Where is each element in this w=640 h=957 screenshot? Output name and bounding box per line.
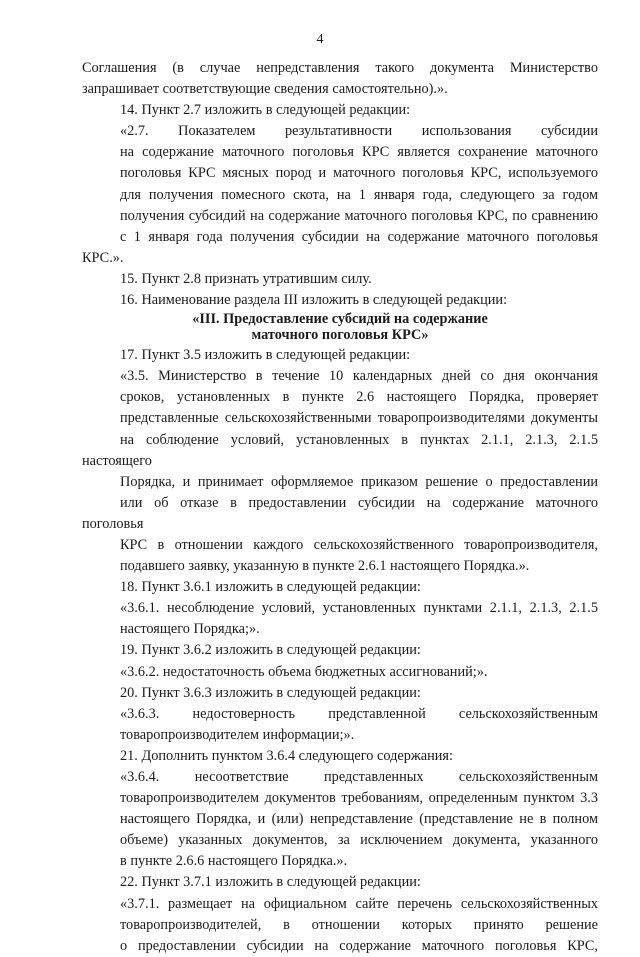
paragraph bbox=[82, 746, 598, 767]
paragraph bbox=[82, 290, 598, 311]
text-line: 21. Дополнить пунктом 3.6.4 следующего содержания: bbox=[120, 747, 453, 764]
text-line: 20. Пункт 3.6.3 изложить в следующей редакции: bbox=[120, 684, 421, 701]
text-line: товаропроизводителем документов требованиям, определенным пунктом 3.3 bbox=[120, 790, 598, 807]
text-line: или об отказе в предоставлении субсидии на содержание маточного поголовья bbox=[82, 494, 598, 532]
text-line: товаропроизводителем информации;». bbox=[120, 726, 355, 743]
paragraph bbox=[82, 598, 598, 640]
paragraph bbox=[82, 366, 598, 577]
document-body bbox=[82, 58, 598, 957]
text-line: «3.7.1. размещает на официальном сайте перечень сельскохозяйственных bbox=[120, 895, 598, 912]
paragraph bbox=[82, 662, 598, 683]
paragraph bbox=[82, 640, 598, 661]
text-line: 22. Пункт 3.7.1 изложить в следующей редакции: bbox=[120, 874, 421, 891]
text-line: КРС в отношении каждого сельскохозяйственного товаропроизводителя, bbox=[120, 536, 598, 553]
text-line: получения субсидий на содержание маточного поголовья КРС, по сравнению bbox=[120, 207, 598, 224]
text-line: настоящего Порядка;». bbox=[120, 621, 260, 638]
paragraph bbox=[82, 872, 598, 893]
paragraph bbox=[82, 894, 598, 957]
paragraph bbox=[82, 269, 598, 290]
text-line: запрашивает соответствующие сведения самостоятельно).». bbox=[82, 81, 448, 98]
text-line: 18. Пункт 3.6.1 изложить в следующей редакции: bbox=[120, 579, 421, 596]
text-line: «2.7. Показателем результативности использования субсидии bbox=[120, 123, 598, 140]
text-line: 14. Пункт 2.7 изложить в следующей редакции: bbox=[120, 102, 411, 119]
text-line: Порядка, и принимает оформляемое приказом решение о предоставлении bbox=[120, 473, 598, 490]
text-line: маточного поголовья КРС» bbox=[251, 326, 429, 343]
text-line: «3.6.4. несоответствие представленных сельскохозяйственным bbox=[120, 769, 598, 785]
text-line: с 1 января года получения субсидии на содержание маточного поголовья КРС.». bbox=[82, 228, 598, 266]
text-line: на содержание маточного поголовья КРС является сохранение маточного bbox=[120, 144, 598, 161]
text-line: для получения помесного скота, на 1 января года, следующего за годом bbox=[120, 186, 598, 203]
paragraph bbox=[82, 767, 598, 872]
text-line: объеме) указанных документов, за исключением документа, указанного bbox=[120, 832, 598, 849]
paragraph bbox=[82, 121, 598, 269]
text-line: «3.5. Министерство в течение 10 календарных дней со дня окончания bbox=[120, 368, 598, 385]
text-line: 16. Наименование раздела III изложить в следующей редакции: bbox=[120, 292, 508, 309]
text-line: представленные сельскохозяйственными товаропроизводителями документы bbox=[120, 410, 598, 427]
text-line: поголовья КРС мясных пород и маточного поголовья КРС, используемого bbox=[120, 165, 598, 182]
text-line: товаропроизводителей, в отношении которых принято решение bbox=[120, 916, 598, 933]
paragraph bbox=[82, 345, 598, 366]
text-line: о предоставлении субсидии на содержание маточного поголовья КРС, bbox=[120, 937, 598, 954]
text-line: настоящего Порядка, и (или) непредставление (представление не в полном bbox=[120, 811, 598, 828]
text-line: Соглашения (в случае непредставления такого документа Министерство bbox=[82, 60, 598, 76]
paragraph bbox=[82, 100, 598, 121]
text-line: сроков, установленных в пункте 2.6 настоящего Порядка, проверяет bbox=[120, 389, 598, 406]
text-line: на соблюдение условий, установленных в пунктах 2.1.1, 2.1.3, 2.1.5 настоящего bbox=[82, 431, 598, 469]
text-line: подавшего заявку, указанную в пункте 2.6.1 настоящего Порядка.». bbox=[120, 558, 530, 575]
section-heading bbox=[82, 312, 598, 343]
text-line: «3.6.2. недостаточность объема бюджетных ассигнований;». bbox=[120, 663, 488, 680]
text-line: 19. Пункт 3.6.2 изложить в следующей редакции: bbox=[120, 642, 421, 659]
text-line: в пункте 2.6.6 настоящего Порядка.». bbox=[120, 853, 348, 870]
text-line: «3.6.1. несоблюдение условий, установленных пунктами 2.1.1, 2.1.3, 2.1.5 bbox=[120, 600, 598, 617]
paragraph bbox=[82, 704, 598, 746]
text-line: «III. Предоставление субсидий на содержание bbox=[192, 311, 488, 328]
text-line: 17. Пункт 3.5 изложить в следующей редакции: bbox=[120, 347, 411, 364]
page-number: 4 bbox=[316, 32, 324, 47]
text-line: «3.6.3. недостоверность представленной сельскохозяйственным bbox=[120, 705, 598, 722]
paragraph bbox=[82, 683, 598, 704]
paragraph bbox=[82, 58, 598, 100]
text-line: 15. Пункт 2.8 признать утратившим силу. bbox=[120, 270, 372, 287]
paragraph bbox=[82, 577, 598, 598]
